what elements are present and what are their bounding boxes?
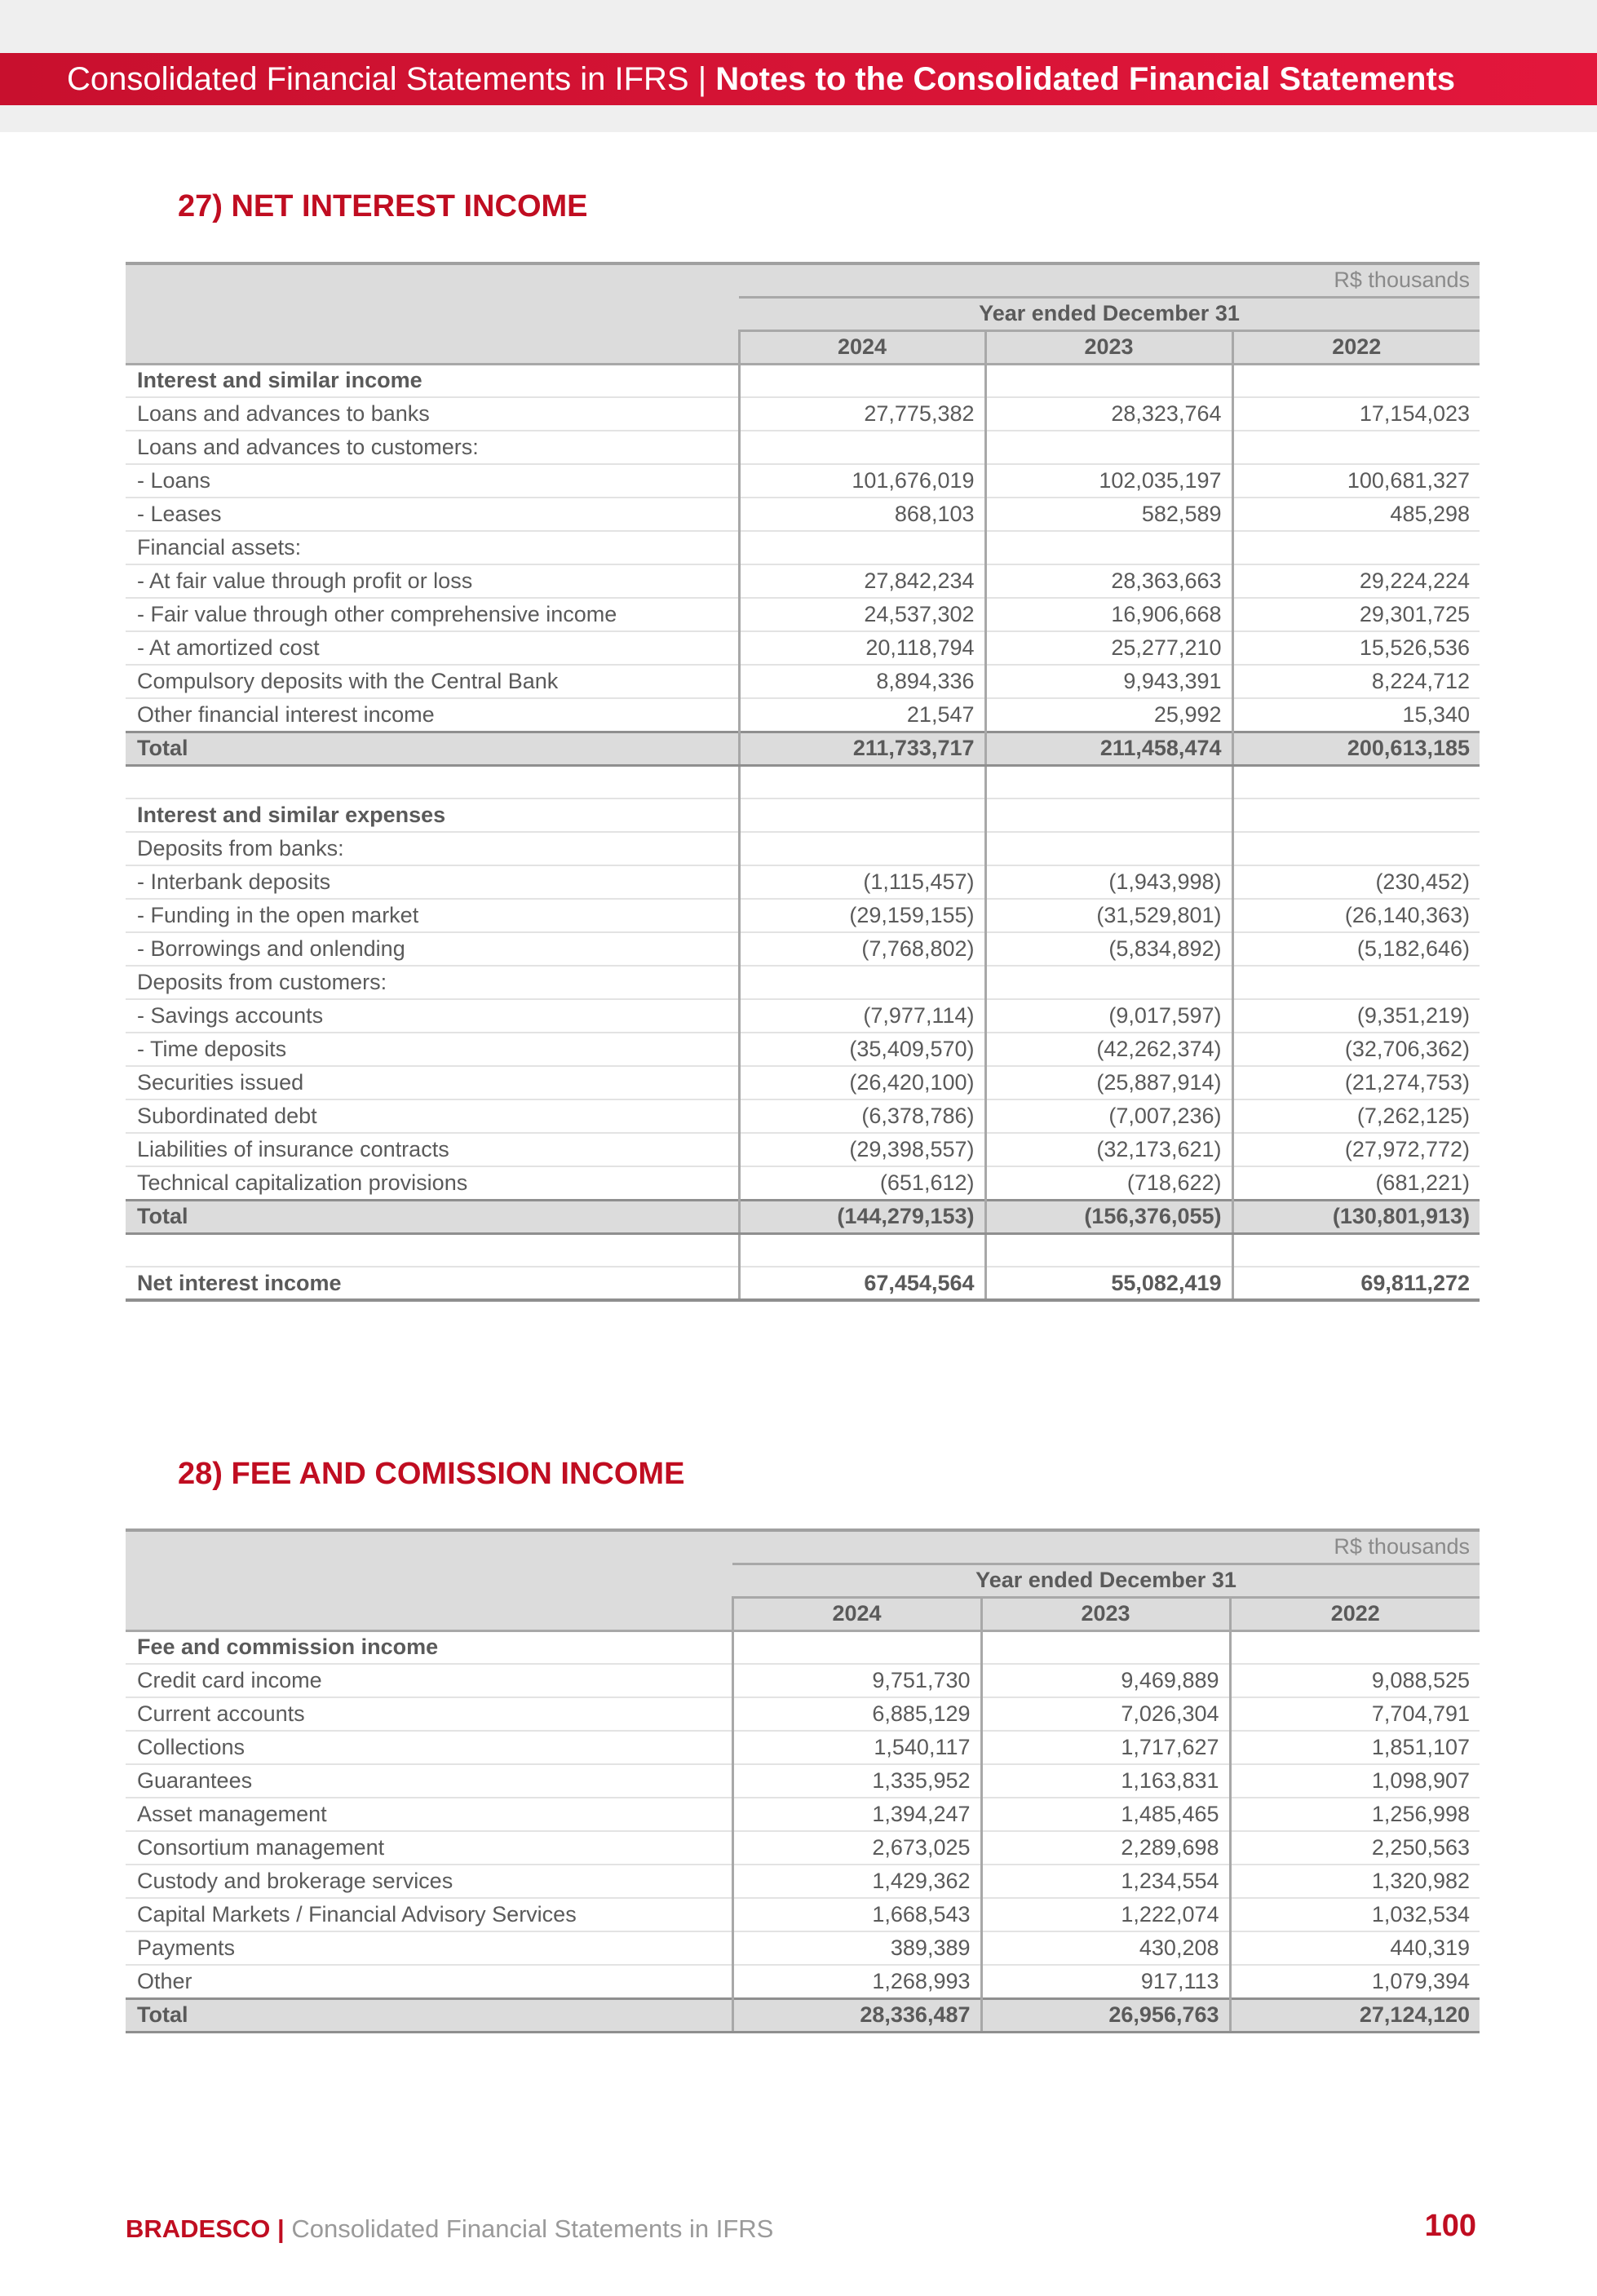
row-label: Collections <box>126 1731 732 1764</box>
table-row <box>126 397 1480 431</box>
fee-income-table <box>126 1528 1480 2033</box>
table-row <box>126 1630 1480 1664</box>
table-row <box>126 431 1480 464</box>
value-cell: (26,420,100) <box>739 1066 985 1099</box>
row-label: Credit card income <box>126 1664 732 1697</box>
table-row <box>126 1166 1480 1200</box>
table-row <box>126 999 1480 1033</box>
value-cell <box>985 765 1232 799</box>
page-number: 100 <box>1424 2209 1476 2243</box>
value-cell: (718,622) <box>985 1166 1232 1200</box>
table-row <box>126 631 1480 665</box>
value-cell <box>985 531 1232 564</box>
row-label: - Borrowings and onlending <box>126 932 739 966</box>
value-cell <box>985 364 1232 397</box>
value-cell: 211,733,717 <box>739 732 985 765</box>
row-label: Guarantees <box>126 1764 732 1798</box>
table-row <box>126 765 1480 799</box>
row-label: Compulsory deposits with the Central Bank <box>126 665 739 698</box>
year-2023: 2023 <box>981 1597 1230 1630</box>
table-row <box>126 1998 1480 2032</box>
year-2023: 2023 <box>985 330 1232 364</box>
table-row <box>126 564 1480 598</box>
year-2024: 2024 <box>739 330 985 364</box>
value-cell: 1,485,465 <box>981 1798 1230 1831</box>
row-label: - Interbank deposits <box>126 865 739 899</box>
value-cell: 15,526,536 <box>1232 631 1480 665</box>
value-cell: (26,140,363) <box>1232 899 1480 932</box>
value-cell: 917,113 <box>981 1965 1230 1998</box>
row-label: Loans and advances to customers: <box>126 431 739 464</box>
value-cell: 25,277,210 <box>985 631 1232 665</box>
value-cell <box>1232 832 1480 865</box>
value-cell <box>1230 1630 1480 1664</box>
table-row <box>126 1831 1480 1865</box>
footer-text: Consolidated Financial Statements in IFRS <box>291 2214 774 2243</box>
table-row <box>126 1099 1480 1133</box>
value-cell: (42,262,374) <box>985 1033 1232 1066</box>
value-cell: 27,124,120 <box>1230 1998 1480 2032</box>
value-cell <box>985 966 1232 999</box>
value-cell: 1,234,554 <box>981 1865 1230 1898</box>
value-cell: 2,250,563 <box>1230 1831 1480 1865</box>
row-label: - At amortized cost <box>126 631 739 665</box>
value-cell: 1,335,952 <box>732 1764 981 1798</box>
table-row <box>126 732 1480 765</box>
value-cell: (6,378,786) <box>739 1099 985 1133</box>
value-cell: 29,224,224 <box>1232 564 1480 598</box>
header-left-text: Consolidated Financial Statements in IFRS <box>67 61 689 97</box>
table-row <box>126 1731 1480 1764</box>
value-cell: 55,082,419 <box>985 1267 1232 1300</box>
value-cell: 389,389 <box>732 1931 981 1965</box>
table-row <box>126 1798 1480 1831</box>
row-label: Interest and similar expenses <box>126 799 739 832</box>
table-row <box>126 832 1480 865</box>
value-cell: 20,118,794 <box>739 631 985 665</box>
table-row <box>126 498 1480 531</box>
value-cell: (32,173,621) <box>985 1133 1232 1166</box>
value-cell: 9,943,391 <box>985 665 1232 698</box>
value-cell: 430,208 <box>981 1931 1230 1965</box>
table-row <box>126 1133 1480 1166</box>
value-cell: 868,103 <box>739 498 985 531</box>
row-label: Financial assets: <box>126 531 739 564</box>
row-label <box>126 1233 739 1267</box>
value-cell: (5,182,646) <box>1232 932 1480 966</box>
value-cell <box>739 832 985 865</box>
value-cell: 1,256,998 <box>1230 1798 1480 1831</box>
table-row <box>126 1764 1480 1798</box>
value-cell: (681,221) <box>1232 1166 1480 1200</box>
row-label: Capital Markets / Financial Advisory Services <box>126 1898 732 1931</box>
row-label: - Funding in the open market <box>126 899 739 932</box>
table-row <box>126 865 1480 899</box>
row-label: Other <box>126 1965 732 1998</box>
value-cell: (27,972,772) <box>1232 1133 1480 1166</box>
value-cell: 7,026,304 <box>981 1697 1230 1731</box>
units-label: R$ thousands <box>732 1530 1480 1564</box>
table-row <box>126 1931 1480 1965</box>
footer-separator: | <box>277 2214 285 2243</box>
header-separator: | <box>697 61 707 97</box>
table-row <box>126 1200 1480 1233</box>
fee-income-title: 28) FEE AND COMISSION INCOME <box>178 1457 685 1491</box>
value-cell: 9,751,730 <box>732 1664 981 1697</box>
value-cell: (7,262,125) <box>1232 1099 1480 1133</box>
value-cell <box>739 531 985 564</box>
row-label: - Loans <box>126 464 739 498</box>
value-cell: (35,409,570) <box>739 1033 985 1066</box>
value-cell: 29,301,725 <box>1232 598 1480 631</box>
value-cell: 1,851,107 <box>1230 1731 1480 1764</box>
value-cell: (1,943,998) <box>985 865 1232 899</box>
row-label: Deposits from banks: <box>126 832 739 865</box>
header-right-text: Notes to the Consolidated Financial Statements <box>715 61 1456 97</box>
value-cell: 1,668,543 <box>732 1898 981 1931</box>
row-label: Payments <box>126 1931 732 1965</box>
row-label: Securities issued <box>126 1066 739 1099</box>
value-cell: 9,469,889 <box>981 1664 1230 1697</box>
table-row <box>126 364 1480 397</box>
value-cell: 1,032,534 <box>1230 1898 1480 1931</box>
value-cell: 211,458,474 <box>985 732 1232 765</box>
value-cell: 200,613,185 <box>1232 732 1480 765</box>
value-cell: 16,906,668 <box>985 598 1232 631</box>
table-row <box>126 966 1480 999</box>
units-row <box>126 263 1480 297</box>
value-cell: 1,320,982 <box>1230 1865 1480 1898</box>
value-cell <box>985 431 1232 464</box>
row-label: Custody and brokerage services <box>126 1865 732 1898</box>
value-cell: (651,612) <box>739 1166 985 1200</box>
value-cell: 1,717,627 <box>981 1731 1230 1764</box>
row-label: Fee and commission income <box>126 1630 732 1664</box>
period-label: Year ended December 31 <box>739 297 1480 330</box>
value-cell: 8,224,712 <box>1232 665 1480 698</box>
value-cell <box>985 832 1232 865</box>
value-cell <box>985 799 1232 832</box>
value-cell: 9,088,525 <box>1230 1664 1480 1697</box>
value-cell: 1,079,394 <box>1230 1965 1480 1998</box>
table-row <box>126 1898 1480 1931</box>
header-blank-cell <box>126 263 739 364</box>
value-cell: 28,323,764 <box>985 397 1232 431</box>
row-label: Liabilities of insurance contracts <box>126 1133 739 1166</box>
header-banner <box>0 53 1597 105</box>
value-cell <box>981 1630 1230 1664</box>
value-cell: 27,775,382 <box>739 397 985 431</box>
row-label: Total <box>126 1998 732 2032</box>
table-row <box>126 531 1480 564</box>
value-cell: 8,894,336 <box>739 665 985 698</box>
row-label: Current accounts <box>126 1697 732 1731</box>
row-label: Consortium management <box>126 1831 732 1865</box>
table-row <box>126 899 1480 932</box>
value-cell <box>739 799 985 832</box>
value-cell: 1,163,831 <box>981 1764 1230 1798</box>
value-cell: (1,115,457) <box>739 865 985 899</box>
value-cell <box>1232 364 1480 397</box>
row-label: - Time deposits <box>126 1033 739 1066</box>
table-row <box>126 932 1480 966</box>
row-label: Total <box>126 1200 739 1233</box>
row-label: Technical capitalization provisions <box>126 1166 739 1200</box>
table-row <box>126 1233 1480 1267</box>
year-2022: 2022 <box>1232 330 1480 364</box>
value-cell: (5,834,892) <box>985 932 1232 966</box>
year-2022: 2022 <box>1230 1597 1480 1630</box>
row-label: Loans and advances to banks <box>126 397 739 431</box>
value-cell: (29,398,557) <box>739 1133 985 1166</box>
table-row <box>126 1965 1480 1998</box>
value-cell: 21,547 <box>739 698 985 732</box>
table-row <box>126 1697 1480 1731</box>
value-cell: 1,540,117 <box>732 1731 981 1764</box>
value-cell: 485,298 <box>1232 498 1480 531</box>
value-cell: 28,336,487 <box>732 1998 981 2032</box>
row-label: Subordinated debt <box>126 1099 739 1133</box>
value-cell <box>1232 765 1480 799</box>
value-cell: 6,885,129 <box>732 1697 981 1731</box>
value-cell: (21,274,753) <box>1232 1066 1480 1099</box>
value-cell: 7,704,791 <box>1230 1697 1480 1731</box>
value-cell: 440,319 <box>1230 1931 1480 1965</box>
value-cell <box>1232 531 1480 564</box>
value-cell: 17,154,023 <box>1232 397 1480 431</box>
row-label: Other financial interest income <box>126 698 739 732</box>
footer-brand: BRADESCO <box>126 2214 271 2243</box>
value-cell <box>1232 799 1480 832</box>
value-cell: 102,035,197 <box>985 464 1232 498</box>
value-cell <box>739 431 985 464</box>
value-cell: 1,222,074 <box>981 1898 1230 1931</box>
value-cell: 28,363,663 <box>985 564 1232 598</box>
value-cell: 26,956,763 <box>981 1998 1230 2032</box>
value-cell: 24,537,302 <box>739 598 985 631</box>
value-cell: (230,452) <box>1232 865 1480 899</box>
value-cell: 582,589 <box>985 498 1232 531</box>
row-label: - Fair value through other comprehensive income <box>126 598 739 631</box>
row-label: Deposits from customers: <box>126 966 739 999</box>
value-cell <box>739 1233 985 1267</box>
table-row <box>126 799 1480 832</box>
value-cell <box>1232 1233 1480 1267</box>
value-cell <box>985 1233 1232 1267</box>
value-cell <box>1232 966 1480 999</box>
value-cell: 27,842,234 <box>739 564 985 598</box>
value-cell: 1,429,362 <box>732 1865 981 1898</box>
year-2024: 2024 <box>732 1597 981 1630</box>
units-row <box>126 1530 1480 1564</box>
value-cell: (144,279,153) <box>739 1200 985 1233</box>
units-label: R$ thousands <box>739 263 1480 297</box>
value-cell: (9,351,219) <box>1232 999 1480 1033</box>
row-label: - Savings accounts <box>126 999 739 1033</box>
value-cell: 2,673,025 <box>732 1831 981 1865</box>
row-label <box>126 765 739 799</box>
value-cell: (29,159,155) <box>739 899 985 932</box>
table-row <box>126 1267 1480 1300</box>
value-cell: 67,454,564 <box>739 1267 985 1300</box>
table-row <box>126 1664 1480 1697</box>
table-row <box>126 1066 1480 1099</box>
value-cell <box>1232 431 1480 464</box>
value-cell: 15,340 <box>1232 698 1480 732</box>
table-row <box>126 665 1480 698</box>
value-cell: (32,706,362) <box>1232 1033 1480 1066</box>
value-cell <box>739 765 985 799</box>
table-row <box>126 698 1480 732</box>
value-cell: (31,529,801) <box>985 899 1232 932</box>
value-cell: 69,811,272 <box>1232 1267 1480 1300</box>
net-interest-table <box>126 262 1480 1302</box>
value-cell: (7,768,802) <box>739 932 985 966</box>
value-cell: (130,801,913) <box>1232 1200 1480 1233</box>
value-cell <box>739 364 985 397</box>
table-row <box>126 598 1480 631</box>
value-cell: 1,098,907 <box>1230 1764 1480 1798</box>
value-cell: 2,289,698 <box>981 1831 1230 1865</box>
value-cell <box>739 966 985 999</box>
value-cell: 100,681,327 <box>1232 464 1480 498</box>
row-label: Asset management <box>126 1798 732 1831</box>
period-label: Year ended December 31 <box>732 1564 1480 1597</box>
value-cell: (156,376,055) <box>985 1200 1232 1233</box>
value-cell: 1,268,993 <box>732 1965 981 1998</box>
header-blank-cell <box>126 1530 732 1630</box>
row-label: Net interest income <box>126 1267 739 1300</box>
table-row <box>126 1865 1480 1898</box>
value-cell: (25,887,914) <box>985 1066 1232 1099</box>
value-cell: 1,394,247 <box>732 1798 981 1831</box>
net-interest-title: 27) NET INTEREST INCOME <box>178 189 588 223</box>
value-cell <box>732 1630 981 1664</box>
row-label: - At fair value through profit or loss <box>126 564 739 598</box>
row-label: Interest and similar income <box>126 364 739 397</box>
table-row <box>126 1033 1480 1066</box>
table-row <box>126 464 1480 498</box>
value-cell: 101,676,019 <box>739 464 985 498</box>
row-label: - Leases <box>126 498 739 531</box>
row-label: Total <box>126 732 739 765</box>
value-cell: (7,977,114) <box>739 999 985 1033</box>
value-cell: 25,992 <box>985 698 1232 732</box>
value-cell: (9,017,597) <box>985 999 1232 1033</box>
footer <box>126 2214 773 2244</box>
value-cell: (7,007,236) <box>985 1099 1232 1133</box>
